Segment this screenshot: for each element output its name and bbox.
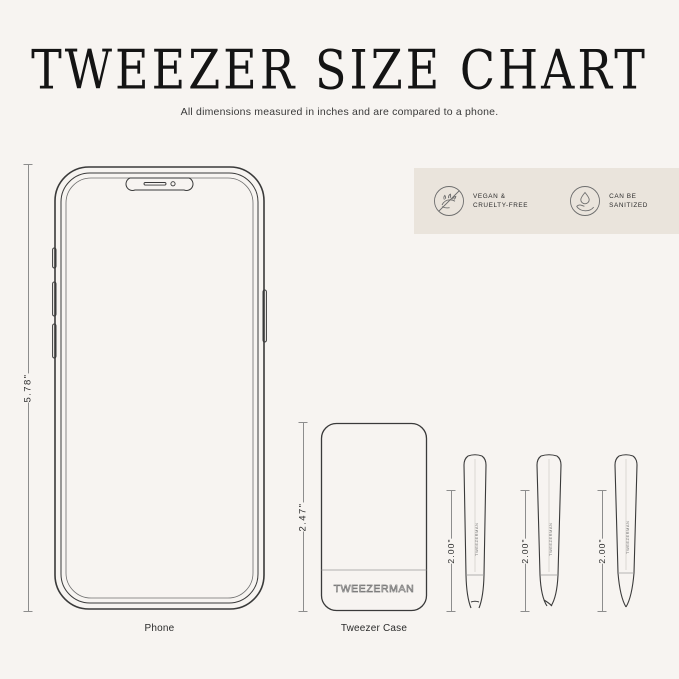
phone-dimension-label: 5.78" xyxy=(18,374,39,403)
micro-mini-point-illustration xyxy=(603,452,649,612)
tweezer-brand-text: TWEEZERMAN xyxy=(625,520,630,554)
dimension-cap-top xyxy=(24,164,33,165)
badge-sanitized-label: CAN BE SANITIZED xyxy=(609,193,648,209)
dimension-cap-bottom xyxy=(299,611,308,612)
micro-mini-point-dimension-label: 2.00" xyxy=(592,538,612,563)
case-dimension-indicator xyxy=(294,422,312,612)
micro-mini-slant-dimension-label: 2.00" xyxy=(515,538,535,563)
caption-phone: Phone xyxy=(144,623,175,634)
badge-can-be-sanitized xyxy=(568,184,648,218)
dimension-cap-top xyxy=(299,422,308,423)
micro-mini-flat-illustration xyxy=(452,452,498,612)
certification-badge-panel xyxy=(414,168,679,234)
phone-dimension-indicator xyxy=(19,164,37,612)
micro-mini-flat-dimension-label: 2.00" xyxy=(441,538,461,563)
page-subtitle: All dimensions measured in inches and are compared to a phone. xyxy=(180,106,499,118)
tweezer-case-illustration xyxy=(320,422,428,612)
tweezer-brand-text: TWEEZERMAN xyxy=(474,522,479,556)
caption-tweezer-case: Tweezer Case xyxy=(340,623,408,634)
phone-illustration xyxy=(52,164,267,612)
tweezer-brand-text: TWEEZERMAN xyxy=(548,522,553,556)
case-brand-text: TWEEZERMAN xyxy=(333,583,415,595)
micro-mini-slant-illustration xyxy=(526,452,572,612)
dimension-cap-bottom xyxy=(24,611,33,612)
case-dimension-label: 2.47" xyxy=(293,503,314,532)
badge-vegan-label: VEGAN & CRUELTY-FREE xyxy=(473,193,529,209)
badge-vegan-cruelty-free xyxy=(432,184,528,218)
no-animal-cruelty-icon xyxy=(432,184,466,218)
water-drop-hand-icon xyxy=(568,184,602,218)
page-title: TWEEZER SIZE CHART xyxy=(31,38,648,102)
